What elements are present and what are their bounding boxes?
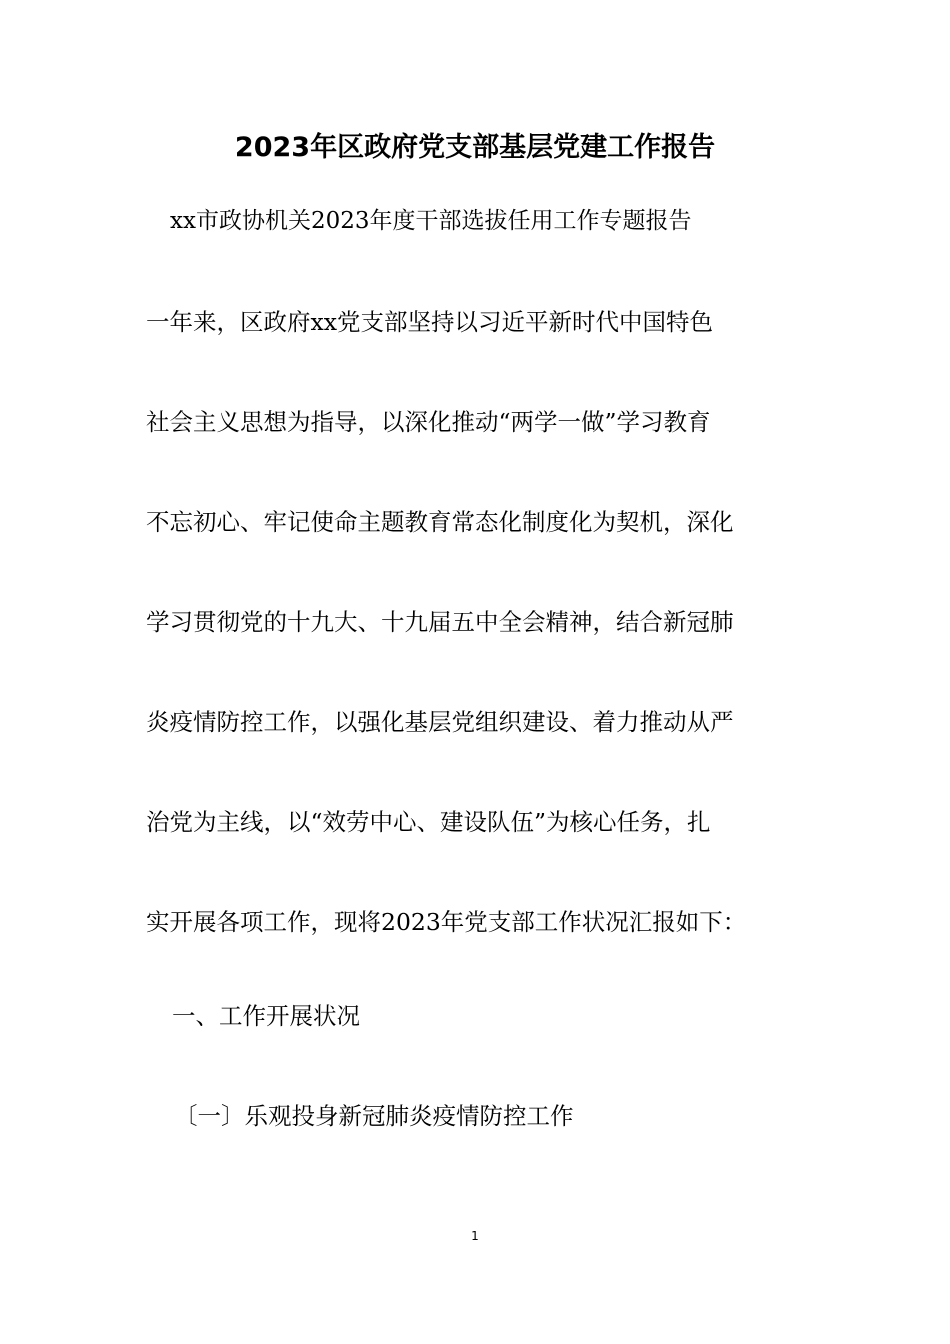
paragraph-line: 实开展各项工作，现将2023年党支部工作状况汇报如下：	[146, 908, 747, 936]
section-heading: 一、工作开展状况	[172, 1002, 360, 1030]
paragraph-line: 一年来，区政府xx党支部坚持以习近平新时代中国特色	[146, 308, 714, 336]
paragraph-line: 学习贯彻党的十九大、十九届五中全会精神，结合新冠肺	[146, 608, 734, 636]
document-subtitle: xx市政协机关2023年度干部选拔任用工作专题报告	[170, 208, 692, 234]
subsection-heading: 〔一〕乐观投身新冠肺炎疫情防控工作	[174, 1102, 574, 1130]
page-number: 1	[471, 1229, 479, 1243]
document-title: 2023年区政府党支部基层党建工作报告	[234, 132, 716, 163]
paragraph-line: 不忘初心、牢记使命主题教育常态化制度化为契机，深化	[146, 508, 734, 536]
paragraph-line: 社会主义思想为指导，以深化推动“两学一做”学习教育	[146, 408, 711, 436]
body-paragraph	[146, 305, 816, 1005]
paragraph-line: 治党为主线，以“效劳中心、建设队伍”为核心任务，扎	[146, 808, 711, 836]
paragraph-line: 炎疫情防控工作，以强化基层党组织建设、着力推动从严	[146, 708, 734, 736]
